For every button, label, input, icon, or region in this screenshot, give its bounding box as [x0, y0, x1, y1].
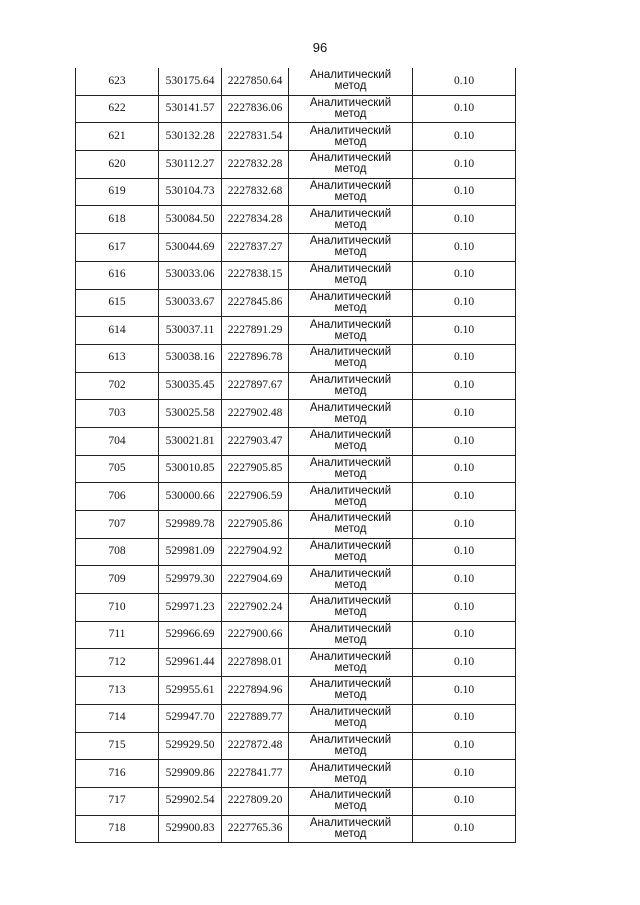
method-line-1: Аналитический	[309, 761, 392, 774]
y-coordinate-cell: 2227841.77	[222, 760, 289, 788]
method-cell	[289, 151, 413, 179]
method-cell	[289, 621, 413, 649]
method-line-2: метод	[334, 606, 367, 619]
method-cell	[289, 289, 413, 317]
method-line-1: Аналитический	[309, 429, 392, 442]
point-number-cell: 614	[76, 317, 159, 345]
error-cell: 0.10	[413, 538, 516, 566]
x-coordinate-cell: 530132.28	[159, 123, 222, 151]
error-cell: 0.10	[413, 344, 516, 372]
method-cell	[289, 787, 413, 815]
table-row	[76, 677, 516, 705]
y-coordinate-cell: 2227897.67	[222, 372, 289, 400]
x-coordinate-cell: 530000.66	[159, 483, 222, 511]
table-row	[76, 815, 516, 843]
error-cell: 0.10	[413, 317, 516, 345]
table-row	[76, 344, 516, 372]
method-line-1: Аналитический	[309, 733, 392, 746]
method-cell	[289, 317, 413, 345]
error-cell: 0.10	[413, 787, 516, 815]
x-coordinate-cell: 529900.83	[159, 815, 222, 843]
method-cell	[289, 594, 413, 622]
y-coordinate-cell: 2227891.29	[222, 317, 289, 345]
x-coordinate-cell: 530104.73	[159, 178, 222, 206]
table-row	[76, 261, 516, 289]
error-cell: 0.10	[413, 178, 516, 206]
point-number-cell: 616	[76, 261, 159, 289]
method-line-1: Аналитический	[309, 401, 392, 414]
y-coordinate-cell: 2227838.15	[222, 261, 289, 289]
x-coordinate-cell: 530175.64	[159, 68, 222, 95]
method-line-1: Аналитический	[309, 650, 392, 663]
method-line-2: метод	[334, 274, 367, 287]
point-number-cell: 709	[76, 566, 159, 594]
method-cell	[289, 261, 413, 289]
table-row	[76, 123, 516, 151]
y-coordinate-cell: 2227902.24	[222, 594, 289, 622]
method-line-1: Аналитический	[309, 318, 392, 331]
y-coordinate-cell: 2227832.68	[222, 178, 289, 206]
x-coordinate-cell: 530112.27	[159, 151, 222, 179]
method-line-2: метод	[334, 108, 367, 121]
error-cell: 0.10	[413, 760, 516, 788]
method-cell	[289, 372, 413, 400]
error-cell: 0.10	[413, 732, 516, 760]
y-coordinate-cell: 2227894.96	[222, 677, 289, 705]
method-line-1: Аналитический	[309, 263, 392, 276]
table-row	[76, 704, 516, 732]
method-cell	[289, 732, 413, 760]
x-coordinate-cell: 530033.06	[159, 261, 222, 289]
y-coordinate-cell: 2227831.54	[222, 123, 289, 151]
point-number-cell: 706	[76, 483, 159, 511]
method-line-1: Аналитический	[309, 97, 392, 110]
method-line-2: метод	[334, 717, 367, 730]
error-cell: 0.10	[413, 455, 516, 483]
y-coordinate-cell: 2227903.47	[222, 427, 289, 455]
table-row	[76, 178, 516, 206]
table-row	[76, 732, 516, 760]
method-cell	[289, 178, 413, 206]
y-coordinate-cell: 2227832.28	[222, 151, 289, 179]
method-line-2: метод	[334, 689, 367, 702]
y-coordinate-cell: 2227850.64	[222, 68, 289, 95]
error-cell: 0.10	[413, 621, 516, 649]
y-coordinate-cell: 2227905.86	[222, 511, 289, 539]
y-coordinate-cell: 2227834.28	[222, 206, 289, 234]
table-row	[76, 372, 516, 400]
y-coordinate-cell: 2227845.86	[222, 289, 289, 317]
error-cell: 0.10	[413, 594, 516, 622]
error-cell: 0.10	[413, 95, 516, 123]
point-number-cell: 617	[76, 234, 159, 262]
x-coordinate-cell: 529902.54	[159, 787, 222, 815]
method-line-1: Аналитический	[309, 456, 392, 469]
y-coordinate-cell: 2227872.48	[222, 732, 289, 760]
method-line-2: метод	[334, 301, 367, 314]
x-coordinate-cell: 529989.78	[159, 511, 222, 539]
x-coordinate-cell: 529961.44	[159, 649, 222, 677]
method-cell	[289, 538, 413, 566]
table-row	[76, 234, 516, 262]
method-line-1: Аналитический	[309, 180, 392, 193]
method-line-1: Аналитический	[309, 623, 392, 636]
method-line-1: Аналитический	[309, 512, 392, 525]
method-line-1: Аналитический	[309, 595, 392, 608]
y-coordinate-cell: 2227889.77	[222, 704, 289, 732]
method-line-2: метод	[334, 384, 367, 397]
method-line-2: метод	[334, 135, 367, 148]
error-cell: 0.10	[413, 704, 516, 732]
x-coordinate-cell: 530033.67	[159, 289, 222, 317]
point-number-cell: 717	[76, 787, 159, 815]
point-number-cell: 618	[76, 206, 159, 234]
method-cell	[289, 566, 413, 594]
error-cell: 0.10	[413, 815, 516, 843]
y-coordinate-cell: 2227837.27	[222, 234, 289, 262]
page-number: 96	[312, 40, 328, 55]
point-number-cell: 708	[76, 538, 159, 566]
method-cell	[289, 511, 413, 539]
table-row	[76, 151, 516, 179]
error-cell: 0.10	[413, 649, 516, 677]
x-coordinate-cell: 530037.11	[159, 317, 222, 345]
error-cell: 0.10	[413, 68, 516, 95]
y-coordinate-cell: 2227809.20	[222, 787, 289, 815]
point-number-cell: 703	[76, 400, 159, 428]
method-line-1: Аналитический	[309, 706, 392, 719]
x-coordinate-cell: 529979.30	[159, 566, 222, 594]
method-line-1: Аналитический	[309, 152, 392, 165]
method-line-2: метод	[334, 412, 367, 425]
x-coordinate-cell: 530035.45	[159, 372, 222, 400]
method-line-2: метод	[334, 827, 367, 840]
method-line-2: метод	[334, 80, 367, 93]
y-coordinate-cell: 2227900.66	[222, 621, 289, 649]
y-coordinate-cell: 2227765.36	[222, 815, 289, 843]
method-line-2: метод	[334, 163, 367, 176]
method-line-2: метод	[334, 495, 367, 508]
method-line-1: Аналитический	[309, 678, 392, 691]
table-row	[76, 594, 516, 622]
table-row	[76, 566, 516, 594]
point-number-cell: 712	[76, 649, 159, 677]
point-number-cell: 710	[76, 594, 159, 622]
y-coordinate-cell: 2227836.06	[222, 95, 289, 123]
point-number-cell: 704	[76, 427, 159, 455]
error-cell: 0.10	[413, 483, 516, 511]
y-coordinate-cell: 2227902.48	[222, 400, 289, 428]
method-line-2: метод	[334, 467, 367, 480]
x-coordinate-cell: 530038.16	[159, 344, 222, 372]
x-coordinate-cell: 529929.50	[159, 732, 222, 760]
method-line-2: метод	[334, 661, 367, 674]
point-number-cell: 718	[76, 815, 159, 843]
method-line-1: Аналитический	[309, 124, 392, 137]
coordinates-table-body	[76, 68, 516, 843]
method-line-1: Аналитический	[309, 373, 392, 386]
point-number-cell: 613	[76, 344, 159, 372]
method-cell	[289, 483, 413, 511]
method-cell	[289, 400, 413, 428]
error-cell: 0.10	[413, 234, 516, 262]
error-cell: 0.10	[413, 289, 516, 317]
x-coordinate-cell: 529971.23	[159, 594, 222, 622]
method-line-2: метод	[334, 772, 367, 785]
method-cell	[289, 206, 413, 234]
method-cell	[289, 95, 413, 123]
method-line-2: метод	[334, 218, 367, 231]
method-line-2: метод	[334, 551, 367, 564]
error-cell: 0.10	[413, 427, 516, 455]
table-row	[76, 206, 516, 234]
table-row	[76, 455, 516, 483]
x-coordinate-cell: 530084.50	[159, 206, 222, 234]
error-cell: 0.10	[413, 261, 516, 289]
x-coordinate-cell: 530010.85	[159, 455, 222, 483]
y-coordinate-cell: 2227898.01	[222, 649, 289, 677]
point-number-cell: 714	[76, 704, 159, 732]
method-cell	[289, 234, 413, 262]
table-row	[76, 511, 516, 539]
method-line-2: метод	[334, 634, 367, 647]
method-line-2: метод	[334, 440, 367, 453]
method-cell	[289, 427, 413, 455]
y-coordinate-cell: 2227904.69	[222, 566, 289, 594]
method-line-2: метод	[334, 523, 367, 536]
table-row	[76, 787, 516, 815]
table-row	[76, 95, 516, 123]
x-coordinate-cell: 530021.81	[159, 427, 222, 455]
method-line-1: Аналитический	[309, 816, 392, 829]
x-coordinate-cell: 530025.58	[159, 400, 222, 428]
error-cell: 0.10	[413, 123, 516, 151]
method-line-1: Аналитический	[309, 290, 392, 303]
method-cell	[289, 677, 413, 705]
method-cell	[289, 123, 413, 151]
point-number-cell: 620	[76, 151, 159, 179]
y-coordinate-cell: 2227896.78	[222, 344, 289, 372]
point-number-cell: 619	[76, 178, 159, 206]
method-line-1: Аналитический	[309, 540, 392, 553]
table-row	[76, 400, 516, 428]
method-cell	[289, 68, 413, 95]
x-coordinate-cell: 529955.61	[159, 677, 222, 705]
point-number-cell: 623	[76, 68, 159, 95]
error-cell: 0.10	[413, 151, 516, 179]
method-line-2: метод	[334, 357, 367, 370]
error-cell: 0.10	[413, 511, 516, 539]
table-row	[76, 427, 516, 455]
point-number-cell: 711	[76, 621, 159, 649]
point-number-cell: 621	[76, 123, 159, 151]
method-line-2: метод	[334, 578, 367, 591]
method-line-1: Аналитический	[309, 235, 392, 248]
point-number-cell: 707	[76, 511, 159, 539]
method-cell	[289, 649, 413, 677]
method-line-1: Аналитический	[309, 346, 392, 359]
point-number-cell: 713	[76, 677, 159, 705]
method-line-2: метод	[334, 246, 367, 259]
method-cell	[289, 344, 413, 372]
error-cell: 0.10	[413, 400, 516, 428]
table-row	[76, 621, 516, 649]
method-cell	[289, 704, 413, 732]
error-cell: 0.10	[413, 206, 516, 234]
method-line-1: Аналитический	[309, 207, 392, 220]
method-line-2: метод	[334, 191, 367, 204]
x-coordinate-cell: 529981.09	[159, 538, 222, 566]
table-row	[76, 289, 516, 317]
method-line-2: метод	[334, 329, 367, 342]
method-line-1: Аналитический	[309, 567, 392, 580]
method-line-2: метод	[334, 800, 367, 813]
y-coordinate-cell: 2227905.85	[222, 455, 289, 483]
method-line-1: Аналитический	[309, 789, 392, 802]
method-cell	[289, 455, 413, 483]
x-coordinate-cell: 529947.70	[159, 704, 222, 732]
method-cell	[289, 760, 413, 788]
point-number-cell: 716	[76, 760, 159, 788]
x-coordinate-cell: 529966.69	[159, 621, 222, 649]
error-cell: 0.10	[413, 372, 516, 400]
table-row	[76, 538, 516, 566]
point-number-cell: 622	[76, 95, 159, 123]
method-cell	[289, 815, 413, 843]
point-number-cell: 702	[76, 372, 159, 400]
point-number-cell: 715	[76, 732, 159, 760]
table-row	[76, 649, 516, 677]
table-row	[76, 483, 516, 511]
y-coordinate-cell: 2227906.59	[222, 483, 289, 511]
table-row	[76, 760, 516, 788]
x-coordinate-cell: 530044.69	[159, 234, 222, 262]
point-number-cell: 615	[76, 289, 159, 317]
table-row	[76, 317, 516, 345]
point-number-cell: 705	[76, 455, 159, 483]
y-coordinate-cell: 2227904.92	[222, 538, 289, 566]
method-line-2: метод	[334, 744, 367, 757]
coordinates-table	[75, 68, 516, 843]
error-cell: 0.10	[413, 566, 516, 594]
method-line-1: Аналитический	[309, 484, 392, 497]
method-line-1: Аналитический	[309, 69, 392, 82]
error-cell: 0.10	[413, 677, 516, 705]
table-row	[76, 68, 516, 95]
x-coordinate-cell: 530141.57	[159, 95, 222, 123]
x-coordinate-cell: 529909.86	[159, 760, 222, 788]
